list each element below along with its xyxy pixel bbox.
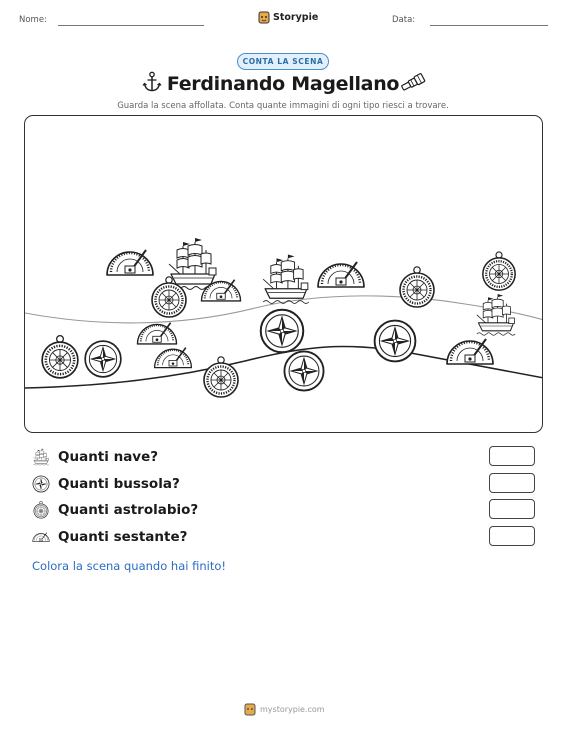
- sextant-icon: [155, 348, 192, 368]
- brand-logo: [258, 11, 318, 24]
- site-url: mystorypie.com: [260, 705, 325, 714]
- page-title: Ferdinando Magellano: [166, 73, 400, 95]
- question-label: Quanti sestante?: [58, 529, 188, 545]
- astrolabe-icon: [204, 357, 238, 397]
- astrolabe-icon: [400, 267, 434, 307]
- ship-icon: [263, 255, 309, 304]
- compass-icon: [32, 475, 50, 493]
- name-line[interactable]: [58, 25, 204, 26]
- sextant-icon: [107, 250, 153, 275]
- compass-icon: [284, 351, 323, 390]
- answer-box[interactable]: [489, 446, 535, 466]
- astrolabe-icon: [42, 336, 78, 378]
- counting-scene: [24, 115, 543, 433]
- answer-box[interactable]: [489, 499, 535, 519]
- question-label: Quanti astrolabio?: [58, 502, 199, 518]
- sextant-icon: [137, 323, 176, 344]
- sextant-icon: [447, 339, 493, 364]
- question-label: Quanti bussola?: [58, 476, 180, 492]
- astrolabe-icon: [483, 252, 515, 290]
- compass-icon: [261, 310, 304, 353]
- question-row: [32, 501, 198, 519]
- spyglass-icon: [399, 73, 427, 91]
- coloring-note: Colora la scena quando hai finito!: [32, 559, 226, 573]
- ship-icon: [477, 294, 515, 335]
- answer-box[interactable]: [489, 473, 535, 493]
- question-row: [32, 528, 187, 546]
- instructions: Guarda la scena affollata. Conta quante immagini di ogni tipo riesci a trovare.: [117, 101, 449, 111]
- storypie-mascot-icon: [244, 703, 256, 716]
- date-line[interactable]: [430, 25, 548, 26]
- name-label: Nome:: [19, 15, 47, 25]
- question-row: [32, 475, 180, 493]
- site-footer: [244, 703, 325, 716]
- sextant-icon: [32, 528, 50, 546]
- compass-icon: [375, 321, 416, 362]
- ship-icon: [32, 448, 50, 466]
- storypie-mascot-icon: [258, 11, 270, 24]
- section-badge: CONTA LA SCENA: [237, 53, 329, 70]
- brand-name: Storypie: [273, 12, 319, 23]
- astrolabe-icon: [32, 501, 50, 519]
- scene-canvas: [25, 116, 543, 433]
- date-label: Data:: [392, 15, 416, 25]
- answer-box[interactable]: [489, 526, 535, 546]
- ship-icon: [169, 238, 217, 290]
- compass-icon: [85, 341, 121, 377]
- sextant-icon: [318, 262, 364, 287]
- question-label: Quanti nave?: [58, 449, 159, 465]
- question-row: [32, 448, 158, 466]
